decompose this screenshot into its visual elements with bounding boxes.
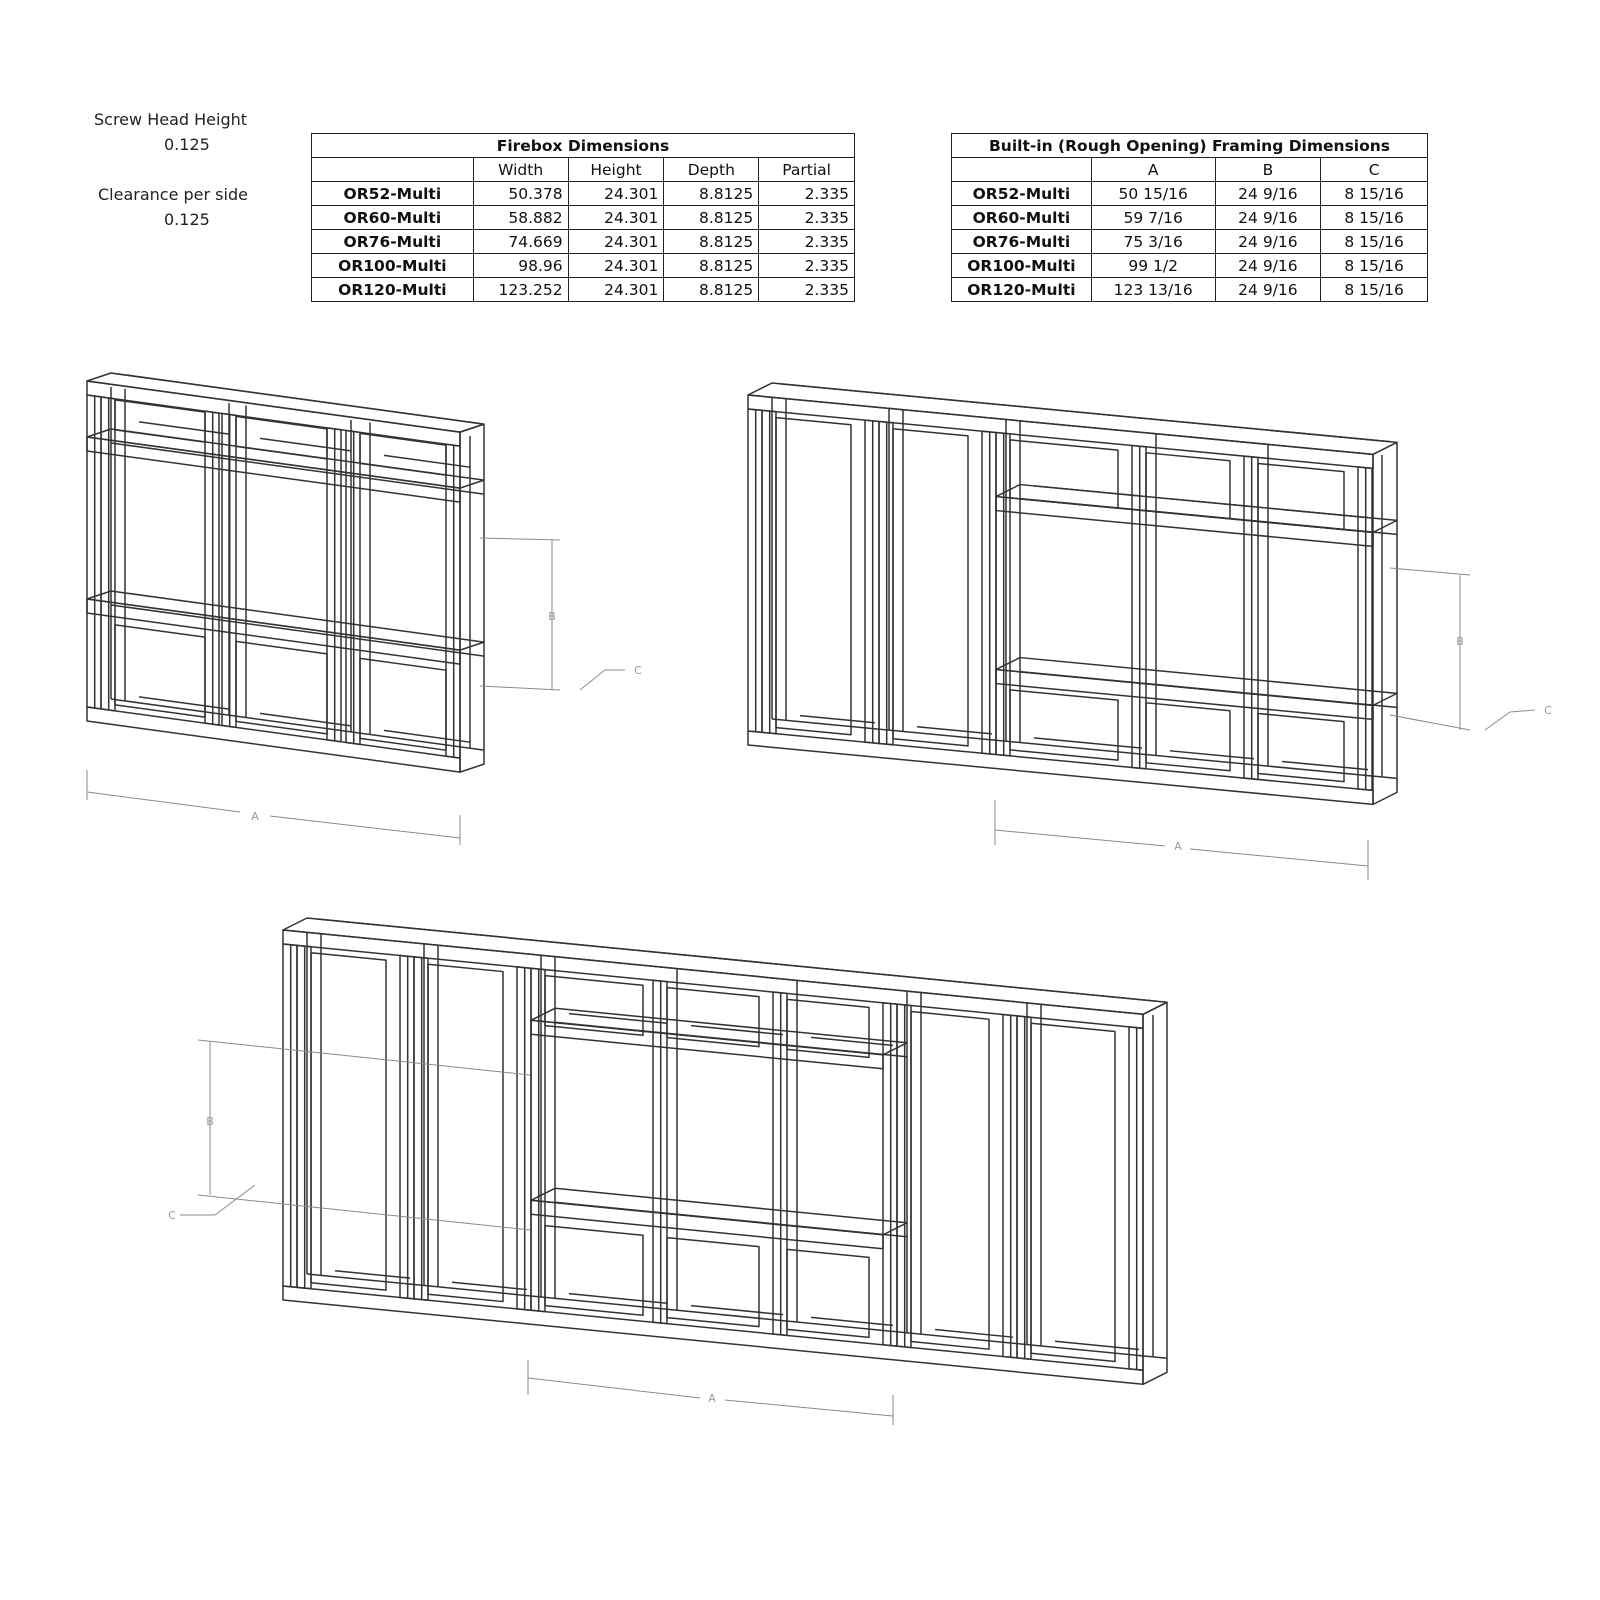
a-value: 75 3/16 [1091, 230, 1215, 254]
cell-inner [311, 953, 386, 1290]
depth-value: 8.8125 [664, 230, 759, 254]
cell-back-edge [691, 1026, 783, 1035]
cell-inner [428, 964, 503, 1301]
partial-value: 2.335 [759, 230, 855, 254]
model-name: OR120-Multi [312, 278, 474, 302]
column-header: Height [568, 158, 664, 182]
frame-diagram-large [283, 918, 1167, 1384]
cell-inner [360, 433, 446, 475]
partial-value: 2.335 [759, 254, 855, 278]
cell-inner [236, 416, 327, 458]
header-block-back-edge [555, 1022, 907, 1056]
model-name: OR76-Multi [952, 230, 1092, 254]
bottom-plate-front [283, 1286, 1143, 1384]
model-name: OR100-Multi [952, 254, 1092, 278]
cell-inner [1010, 440, 1118, 508]
height-value: 24.301 [568, 206, 664, 230]
cell-back-edge [1170, 499, 1254, 507]
screw-head-height-value: 0.125 [164, 135, 210, 154]
dim-c-label: C [634, 664, 642, 677]
column-header: C [1321, 158, 1428, 182]
cell-back-edge [139, 422, 229, 434]
dim-a-line [995, 830, 1165, 846]
model-name: OR52-Multi [312, 182, 474, 206]
cell-back-edge [384, 455, 470, 467]
cell-back-edge [260, 438, 351, 450]
dim-a-label: A [1174, 840, 1182, 853]
b-value: 24 9/16 [1215, 230, 1321, 254]
dim-b-label: B [206, 1115, 214, 1128]
frame-end-face [460, 424, 484, 772]
cell-back-edge [335, 1271, 410, 1278]
b-value: 24 9/16 [1215, 254, 1321, 278]
header-block-back-edge [1020, 672, 1397, 708]
depth-value: 8.8125 [664, 206, 759, 230]
a-value: 59 7/16 [1091, 206, 1215, 230]
frame-diagrams [87, 373, 1397, 1384]
dim-b-extension [1390, 715, 1470, 730]
frame-diagram-medium [748, 383, 1397, 804]
dim-c-leader [1485, 712, 1510, 730]
cell-inner [911, 1012, 989, 1350]
partial-value: 2.335 [759, 206, 855, 230]
cell-inner [1258, 463, 1344, 529]
top-plate-inner-edge [780, 384, 1390, 442]
cell-inner [893, 429, 968, 746]
cell-inner [115, 400, 205, 442]
dim-b-label: B [548, 610, 556, 623]
dim-c-leader [580, 670, 605, 690]
c-value: 8 15/16 [1321, 206, 1428, 230]
cell-back-edge [917, 727, 992, 734]
screw-head-height-label: Screw Head Height [94, 110, 248, 129]
model-name: OR120-Multi [952, 278, 1092, 302]
column-header: Depth [664, 158, 759, 182]
depth-value: 8.8125 [664, 278, 759, 302]
dim-b-extension [198, 1195, 530, 1230]
c-value: 8 15/16 [1321, 182, 1428, 206]
c-value: 8 15/16 [1321, 254, 1428, 278]
dim-a-line [725, 1400, 893, 1416]
height-value: 24.301 [568, 254, 664, 278]
a-value: 123 13/16 [1091, 278, 1215, 302]
width-value: 74.669 [473, 230, 568, 254]
frame-diagram-small [87, 373, 484, 772]
dim-c-label: C [1544, 704, 1552, 717]
cell-back-edge [384, 730, 470, 742]
cell-back-edge [1282, 509, 1368, 517]
dim-b-extension [1390, 568, 1470, 575]
depth-value: 8.8125 [664, 254, 759, 278]
depth-value: 8.8125 [664, 182, 759, 206]
bottom-plate-back-edge [111, 699, 484, 750]
b-value: 24 9/16 [1215, 182, 1321, 206]
cell-back-edge [452, 1282, 527, 1289]
frame-end-face [1143, 1002, 1167, 1384]
height-value: 24.301 [568, 182, 664, 206]
b-value: 24 9/16 [1215, 206, 1321, 230]
a-value: 50 15/16 [1091, 182, 1215, 206]
height-value: 24.301 [568, 278, 664, 302]
cell-back-edge [260, 713, 351, 725]
column-header: Partial [759, 158, 855, 182]
cell-back-edge [811, 1037, 893, 1045]
clearance-per-side-label: Clearance per side [98, 185, 248, 204]
column-header: B [1215, 158, 1321, 182]
clearance-per-side-value: 0.125 [164, 210, 210, 229]
dim-b-extension [480, 686, 560, 690]
c-value: 8 15/16 [1321, 230, 1428, 254]
height-value: 24.301 [568, 230, 664, 254]
dim-a-label: A [708, 1392, 716, 1405]
header-block-top [996, 485, 1397, 533]
width-value: 98.96 [473, 254, 568, 278]
dim-c-leader [1510, 710, 1535, 712]
b-value: 24 9/16 [1215, 278, 1321, 302]
header-block-front [996, 497, 1373, 547]
dim-b-extension [198, 1040, 530, 1075]
header-block-back-edge [111, 605, 484, 656]
dim-a-label: A [251, 810, 259, 823]
frame-end-face [1373, 442, 1397, 804]
width-value: 123.252 [473, 278, 568, 302]
model-name: OR76-Multi [312, 230, 474, 254]
bottom-plate-back-edge [307, 1274, 1167, 1358]
cell-back-edge [800, 716, 875, 723]
dim-b-extension [480, 538, 560, 540]
cell-inner [1146, 453, 1230, 519]
top-plate-front [283, 930, 1143, 1028]
dim-a-line [87, 792, 240, 812]
model-name: OR52-Multi [952, 182, 1092, 206]
firebox-table-title: Firebox Dimensions [312, 134, 855, 158]
top-plate-inner-edge [115, 374, 479, 424]
partial-value: 2.335 [759, 278, 855, 302]
model-name: OR60-Multi [312, 206, 474, 230]
column-header: A [1091, 158, 1215, 182]
framing-table-title: Built-in (Rough Opening) Framing Dimensions [952, 134, 1428, 158]
dim-a-line [270, 816, 460, 838]
column-header: Width [473, 158, 568, 182]
cell-back-edge [1034, 486, 1142, 496]
dim-b-label: B [1456, 635, 1464, 648]
cell-inner [787, 1249, 869, 1337]
cell-back-edge [1034, 738, 1142, 748]
width-value: 58.882 [473, 206, 568, 230]
cell-inner [1031, 1023, 1115, 1361]
dim-a-line [528, 1378, 700, 1398]
header-block-top [996, 658, 1397, 706]
dim-a-line [1190, 849, 1368, 866]
cell-inner [776, 418, 851, 735]
width-value: 50.378 [473, 182, 568, 206]
model-name: OR60-Multi [952, 206, 1092, 230]
dim-c-label: C [168, 1209, 176, 1222]
header-block-back-edge [111, 443, 484, 494]
a-value: 99 1/2 [1091, 254, 1215, 278]
model-name: OR100-Multi [312, 254, 474, 278]
partial-value: 2.335 [759, 182, 855, 206]
c-value: 8 15/16 [1321, 278, 1428, 302]
cell-back-edge [139, 697, 229, 709]
header-block-top [531, 1188, 907, 1234]
top-plate-top [283, 918, 1167, 1014]
